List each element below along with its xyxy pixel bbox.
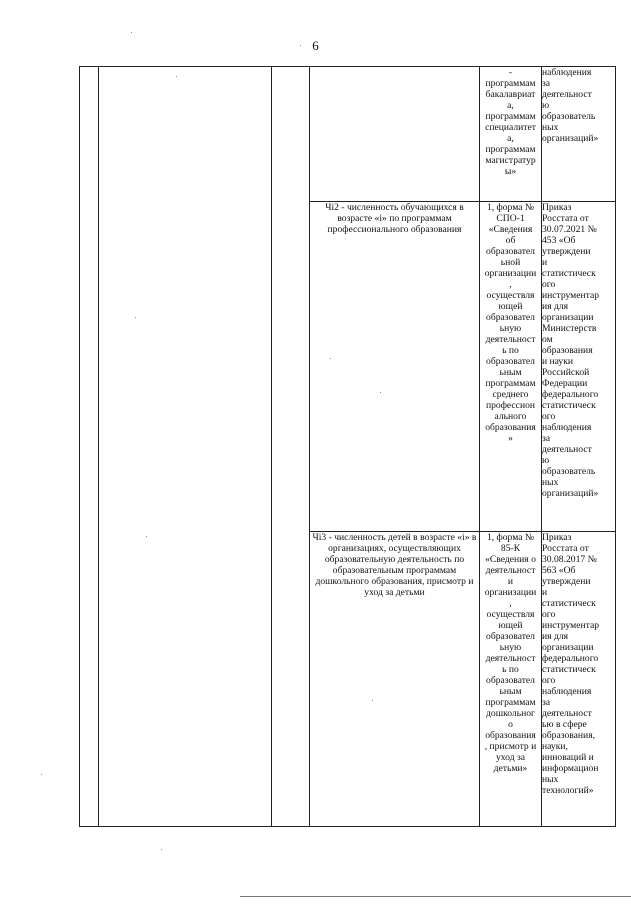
form-text: 1, форма № 85-К «Сведения о деятельност и организации , осуществля ющей образовател ьную деятельност ь по образовател ьным программам дошкольног о образования , присмотр и уход за детьми»: [484, 532, 537, 774]
scan-speck: [300, 45, 301, 46]
scan-speck: [176, 76, 177, 77]
source-text: Приказ Росстата от 30.08.2017 № 563 «Об утверждени и статистическ ого инструментар ия для организации федерального статистическ ого наблюдения за деятельност ью в сфере образования, науки, инноваций и информацион ных технологий»: [542, 532, 600, 796]
indicators-table: [79, 66, 616, 827]
form-text: 1, форма № СПО-1 «Сведения об образовател ьной организации , осуществля ющей образовател ьную деятельност ь по образовател ьным программам среднего профессион ального образования »: [484, 202, 537, 444]
table-cell-calculation: [310, 202, 480, 532]
scan-speck: [380, 392, 381, 393]
table-cell-form: [480, 202, 542, 532]
table-cell-calculation: [310, 532, 480, 827]
source-text: Приказ Росстата от 30.07.2021 № 453 «Об утверждени и статистическ ого инструментар ия для организации Министерств ом образования и науки Российской Федерации федерального статистическ ого наблюдения за деятельност ю образователь ных организаций»: [542, 202, 600, 499]
scan-edge-line: [240, 896, 631, 897]
scan-speck: [146, 536, 147, 537]
form-text: - программам бакалавриат а, программам специалитет а, программам магистратур ы»: [485, 67, 536, 177]
calculation-text: Чi2 - численность обучающихся в возрасте «i» по программам профессионального образования: [325, 202, 464, 235]
table-cell-form: [480, 67, 542, 202]
scan-speck: [161, 849, 162, 850]
table-cell-indicator-name: [99, 67, 272, 827]
scan-speck: [135, 317, 136, 318]
calculation-text: Чi3 - численность детей в возрасте «i» в организациях, осуществляющих образовательную деятельность по образовательным программам дошкольного образования, присмотр и уход за детьми: [312, 532, 477, 598]
scan-speck: [131, 32, 132, 33]
scan-speck: [372, 700, 373, 701]
table-cell-source: [542, 67, 616, 202]
scan-speck: [41, 774, 42, 775]
table-cell-unit: [272, 67, 310, 827]
table-cell-calculation: [310, 67, 480, 202]
table-cell-source: [542, 202, 616, 532]
table-cell-number: [80, 67, 99, 827]
table-row: [80, 67, 616, 202]
source-text: наблюдения за деятельност ю образователь ных организаций»: [542, 67, 599, 144]
page-number: 6: [312, 38, 319, 53]
table-cell-form: [480, 532, 542, 827]
scan-speck: [330, 358, 331, 359]
table-cell-source: [542, 532, 616, 827]
